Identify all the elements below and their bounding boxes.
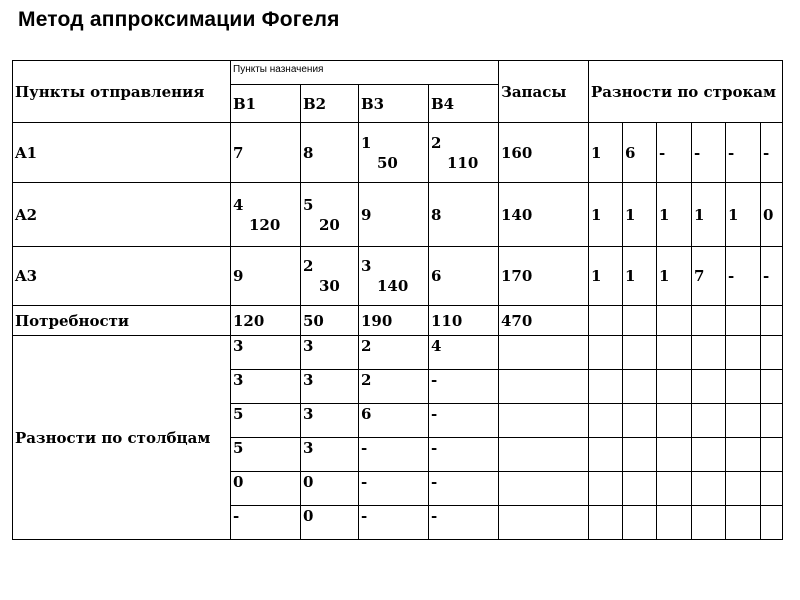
empty-cell: [657, 336, 692, 370]
table-row: [13, 183, 783, 247]
col-diff-cell: 3: [301, 404, 359, 438]
row-label-a2: A2: [13, 183, 231, 247]
empty-cell: [589, 306, 623, 336]
row-diff-cell: 1: [623, 183, 657, 247]
table-row: [13, 123, 783, 183]
cost-cell: 3 140: [359, 247, 429, 306]
empty-cell: [589, 506, 623, 540]
empty-cell: [726, 336, 761, 370]
cost-cell: 9: [231, 247, 301, 306]
row-diff-cell: 1: [692, 183, 726, 247]
row-diff-cell: -: [692, 123, 726, 183]
vogel-table: [12, 60, 783, 540]
empty-cell: [692, 472, 726, 506]
empty-cell: [657, 472, 692, 506]
header-b4: B4: [429, 85, 499, 123]
col-diff-cell: 2: [359, 370, 429, 404]
row-diff-cell: -: [726, 123, 761, 183]
col-diff-label: Разности по столбцам: [13, 336, 231, 540]
empty-cell: [499, 370, 589, 404]
empty-cell: [726, 404, 761, 438]
empty-cell: [692, 506, 726, 540]
empty-cell: [623, 404, 657, 438]
empty-cell: [589, 438, 623, 472]
col-diff-cell: 3: [301, 438, 359, 472]
row-diff-cell: 1: [657, 183, 692, 247]
row-diff-cell: -: [761, 247, 783, 306]
empty-cell: [623, 438, 657, 472]
empty-cell: [692, 306, 726, 336]
empty-cell: [761, 370, 783, 404]
row-diff-cell: -: [726, 247, 761, 306]
empty-cell: [589, 472, 623, 506]
empty-cell: [726, 472, 761, 506]
empty-cell: [623, 336, 657, 370]
col-diff-cell: 3: [231, 370, 301, 404]
header-b2: B2: [301, 85, 359, 123]
empty-cell: [692, 404, 726, 438]
supply-cell: 140: [499, 183, 589, 247]
cost-cell: 8: [301, 123, 359, 183]
empty-cell: [589, 404, 623, 438]
empty-cell: [726, 306, 761, 336]
demand-cell: 120: [231, 306, 301, 336]
row-label-a3: A3: [13, 247, 231, 306]
empty-cell: [761, 472, 783, 506]
empty-cell: [623, 306, 657, 336]
empty-cell: [657, 438, 692, 472]
cost-cell: 4 120: [231, 183, 301, 247]
empty-cell: [499, 472, 589, 506]
empty-cell: [499, 336, 589, 370]
col-diff-cell: 2: [359, 336, 429, 370]
allocation: 120: [249, 215, 281, 234]
demand-cell: 190: [359, 306, 429, 336]
col-diff-cell: 0: [231, 472, 301, 506]
row-label-a1: A1: [13, 123, 231, 183]
empty-cell: [589, 370, 623, 404]
col-diff-cell: -: [429, 370, 499, 404]
demand-row: [13, 306, 783, 336]
col-diff-cell: 4: [429, 336, 499, 370]
col-diff-cell: 3: [301, 370, 359, 404]
cost-cell: 5 20: [301, 183, 359, 247]
cost-cell: 7: [231, 123, 301, 183]
cost-cell: 2 30: [301, 247, 359, 306]
demand-label: Потребности: [13, 306, 231, 336]
row-diff-cell: 1: [726, 183, 761, 247]
empty-cell: [657, 506, 692, 540]
header-supply: Запасы: [499, 61, 589, 123]
empty-cell: [589, 336, 623, 370]
supply-cell: 160: [499, 123, 589, 183]
empty-cell: [499, 506, 589, 540]
allocation: 50: [377, 153, 398, 172]
cost-cell: 8: [429, 183, 499, 247]
empty-cell: [726, 506, 761, 540]
empty-cell: [761, 438, 783, 472]
allocation: 30: [319, 277, 340, 295]
row-diff-cell: -: [761, 123, 783, 183]
empty-cell: [726, 370, 761, 404]
col-diff-row: [13, 336, 783, 370]
empty-cell: [499, 438, 589, 472]
allocation: 20: [319, 215, 340, 234]
empty-cell: [761, 506, 783, 540]
empty-cell: [657, 370, 692, 404]
header-sources: Пункты отправления: [13, 61, 231, 123]
col-diff-cell: 3: [301, 336, 359, 370]
row-diff-cell: 1: [589, 123, 623, 183]
col-diff-cell: -: [429, 404, 499, 438]
col-diff-cell: 5: [231, 404, 301, 438]
col-diff-cell: 5: [231, 438, 301, 472]
empty-cell: [761, 404, 783, 438]
row-diff-cell: 1: [589, 183, 623, 247]
row-diff-cell: -: [657, 123, 692, 183]
col-diff-cell: -: [359, 438, 429, 472]
page-title: Метод аппроксимации Фогеля: [18, 8, 340, 31]
demand-cell: 50: [301, 306, 359, 336]
supply-cell: 170: [499, 247, 589, 306]
col-diff-cell: 0: [301, 472, 359, 506]
empty-cell: [692, 336, 726, 370]
row-diff-cell: 1: [623, 247, 657, 306]
empty-cell: [761, 306, 783, 336]
col-diff-cell: -: [359, 472, 429, 506]
col-diff-cell: -: [429, 472, 499, 506]
col-diff-cell: -: [231, 506, 301, 540]
col-diff-cell: -: [429, 506, 499, 540]
empty-cell: [657, 404, 692, 438]
empty-cell: [726, 438, 761, 472]
demand-total: 470: [499, 306, 589, 336]
row-diff-cell: 6: [623, 123, 657, 183]
header-b3: B3: [359, 85, 429, 123]
empty-cell: [761, 336, 783, 370]
cost-cell: 6: [429, 247, 499, 306]
cost-cell: 9: [359, 183, 429, 247]
col-diff-cell: 6: [359, 404, 429, 438]
col-diff-cell: 0: [301, 506, 359, 540]
header-destinations: Пункты назначения: [231, 61, 499, 85]
header-row-differences: Разности по строкам: [589, 61, 783, 123]
cost-cell: 1 50: [359, 123, 429, 183]
row-diff-cell: 7: [692, 247, 726, 306]
empty-cell: [623, 472, 657, 506]
row-diff-cell: 1: [589, 247, 623, 306]
empty-cell: [623, 506, 657, 540]
row-diff-cell: 0: [761, 183, 783, 247]
table-row: [13, 247, 783, 306]
col-diff-cell: 3: [231, 336, 301, 370]
empty-cell: [692, 370, 726, 404]
cost-cell: 2 110: [429, 123, 499, 183]
header-b1: B1: [231, 85, 301, 123]
row-diff-cell: 1: [657, 247, 692, 306]
empty-cell: [657, 306, 692, 336]
empty-cell: [692, 438, 726, 472]
col-diff-cell: -: [429, 438, 499, 472]
empty-cell: [499, 404, 589, 438]
allocation: 110: [447, 153, 479, 172]
allocation: 140: [377, 277, 409, 295]
demand-cell: 110: [429, 306, 499, 336]
col-diff-cell: -: [359, 506, 429, 540]
empty-cell: [623, 370, 657, 404]
